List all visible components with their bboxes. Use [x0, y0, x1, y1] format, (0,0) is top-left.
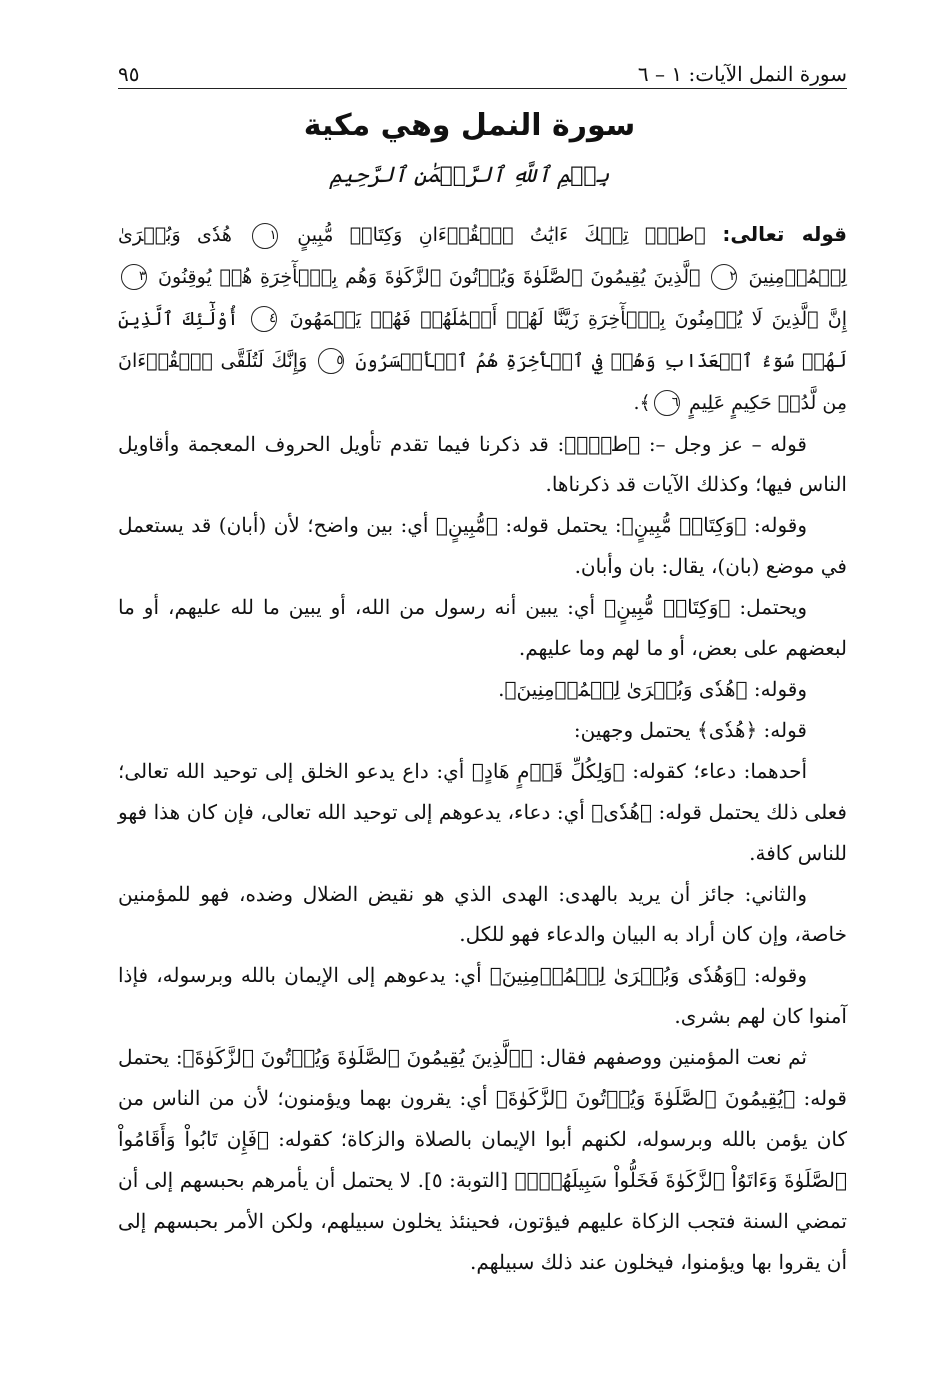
verses-lead: قوله تعالى:: [722, 222, 847, 246]
ayah-text-5: أُوْلَٰٓئِكَ ٱلَّذِينَ لَهُمۡ سُوٓءُ ٱلۡعَذَابِ وَهُمۡ فِي ٱلۡأٓخِرَةِ هُمُ ٱلۡأَخۡسَرُونَ: [118, 307, 848, 372]
ayah-marker-1: ١: [252, 223, 278, 249]
paragraph-6: أحدهما: دعاء؛ كقوله: ﴿وَلِكُلِّ قَوۡمٍ هَادٍ﴾ أي: داع يدعو الخلق إلى توحيد الله تعالى؛ فعلى ذلك يحتمل قوله: ﴿هُدٗى﴾ أي: دعاء، يدعوهم إلى توحيد الله تعالى، فإن كان هذا فهو للناس كافة.: [118, 758, 847, 865]
ayah-text-4: إِنَّ ٱلَّذِينَ لَا يُؤۡمِنُونَ بِٱلۡأٓخِرَةِ زَيَّنَّا لَهُمۡ أَعۡمَٰلَهُمۡ فَهُمۡ يَعۡمَهُونَ: [289, 307, 848, 330]
ayah-text-6: وَإِنَّكَ لَتُلَقَّى ٱلۡقُرۡءَانَ مِن لَّدُنۡ حَكِيمٍ عَلِيمٍ: [118, 349, 847, 414]
ayah-marker-4: ٤: [251, 306, 277, 332]
paragraph-4: وقوله: ﴿هُدٗى وَبُشۡرَىٰ لِلۡمُؤۡمِنِينَ﴾.: [498, 676, 807, 701]
ayah-marker-6: ٦: [654, 390, 680, 416]
paragraph-5: قوله: ﴿هُدٗى﴾ يحتمل وجهين:: [573, 717, 807, 742]
verses-block: [118, 214, 847, 424]
verses-close: ﴾.: [633, 391, 651, 414]
ayah-text-1: ﴿طسٓۚ تِلۡكَ ءَايَٰتُ ٱلۡقُرۡءَانِ وَكِتَابٖ مُّبِينٍ: [297, 224, 706, 246]
paragraph-8: وقوله: ﴿وَهُدٗى وَبُشۡرَىٰ لِلۡمُؤۡمِنِينَ﴾ أي: يدعوهم إلى الإيمان بالله وبرسوله، فإذا آمنوا كان لهم بشرى.: [118, 963, 847, 1029]
ayah-text-2: هُدٗى وَبُشۡرَىٰ لِلۡمُؤۡمِنِينَ: [118, 224, 848, 288]
paragraph-3: ويحتمل: ﴿وَكِتَابٖ مُّبِينٍ﴾ أي: يبين أنه رسول من الله، أو يبين ما لله عليهم، أو ما لبعضهم على بعض، أو ما لهم وما عليهم.: [118, 595, 847, 661]
paragraph-2: وقوله: ﴿وَكِتَابٖ مُّبِينٍ﴾: يحتمل قوله: ﴿مُّبِينٍ﴾ أي: بين واضح؛ لأن (أبان) قد يستعمل في موضع (بان)، يقال: بان وأبان.: [118, 513, 847, 579]
page-number: ٩٥: [118, 62, 140, 86]
ayah-marker-2: ٢: [711, 264, 737, 290]
paragraph-7: والثاني: جائز أن يريد بالهدى: الهدى الذي هو نقيض الضلال وضده، فهو للمؤمنين خاصة، وإن كان أراد به البيان والدعاء فهو للكل.: [118, 881, 847, 947]
running-title: سورة النمل الآيات: ١ – ٦: [637, 62, 847, 86]
paragraph-9: ثم نعت المؤمنين ووصفهم فقال: ﴿ٱلَّذِينَ يُقِيمُونَ ٱلصَّلَوٰةَ وَيُؤۡتُونَ ٱلزَّكَوٰةَ﴾: يحتمل قوله: ﴿يُقِيمُونَ ٱلصَّلَوٰةَ وَيُؤۡتُونَ ٱلزَّكَوٰةَ﴾ أي: يقرون بهما ويؤمنون؛ لأن من الناس من كان يؤمن بالله وبرسوله، لكنهم أبوا الإيمان بالصلاة والزكاة؛ كقوله: ﴿فَإِن تَابُواْ وَأَقَامُواْ ٱلصَّلَوٰةَ وَءَاتَوُاْ ٱلزَّكَوٰةَ فَخَلُّواْ سَبِيلَهُمۡۚ﴾ [التوبة: ٥]. لا يحتمل أن يأمرهم بحبسهم إلى أن تمضي السنة فتجب الزكاة عليهم فيؤتون، فحينئذ يخلون سبيلهم، ولكن الأمر بحبسهم إلى أن يقروا بها ويؤمنوا، فيخلون عند ذلك سبيلهم.: [118, 1045, 847, 1274]
basmala: بِسۡمِ ٱللَّهِ ٱلرَّحۡمَٰنِ ٱلرَّحِيمِ: [329, 163, 610, 188]
header-rule: [118, 88, 847, 89]
page-body: [118, 214, 847, 1283]
page-header: [118, 52, 847, 86]
ayah-marker-3: ٣: [121, 264, 147, 290]
ayah-marker-5: ٥: [318, 348, 344, 374]
paragraph-1: قوله – عز وجل –: ﴿طسٓۚ﴾: قد ذكرنا فيما تقدم تأويل الحروف المعجمة وأقاويل الناس فيها؛ وكذلك الآيات قد ذكرناها.: [118, 431, 847, 497]
surah-title: سورة النمل وهي مكية: [303, 108, 636, 143]
ayah-text-3: ٱلَّذِينَ يُقِيمُونَ ٱلصَّلَوٰةَ وَيُؤۡتُونَ ٱلزَّكَوٰةَ وَهُم بِٱلۡأٓخِرَةِ هُمۡ يُوقِنُونَ: [158, 265, 701, 288]
